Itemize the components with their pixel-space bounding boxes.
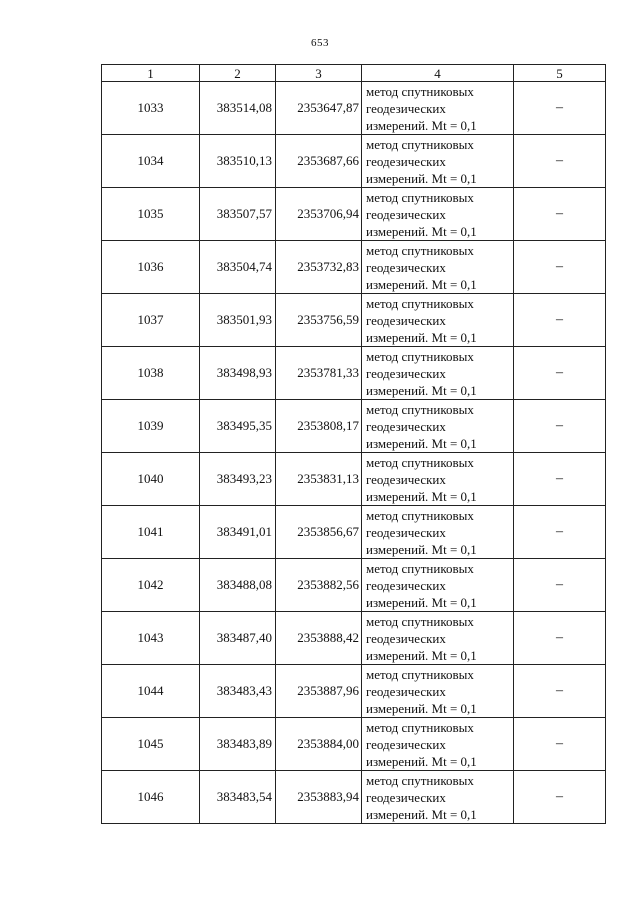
measurement-method (362, 559, 514, 612)
coordinates-table (101, 64, 606, 824)
table-row (102, 506, 606, 559)
coordinate-y: 2353884,00 (276, 718, 362, 771)
measurement-method (362, 612, 514, 665)
table-row (102, 453, 606, 506)
note-dash: – (514, 347, 606, 400)
method-line: измерений. Mt = 0,1 (366, 170, 477, 186)
method-line: измерений. Mt = 0,1 (366, 647, 477, 663)
method-line: геодезических (366, 789, 446, 805)
coordinate-y: 2353732,83 (276, 241, 362, 294)
method-line: геодезических (366, 206, 446, 222)
point-number: 1042 (102, 559, 200, 612)
table-row (102, 559, 606, 612)
note-dash: – (514, 453, 606, 506)
method-line: метод спутниковых (366, 189, 474, 205)
point-number: 1035 (102, 188, 200, 241)
method-line: измерений. Mt = 0,1 (366, 382, 477, 398)
method-line: геодезических (366, 153, 446, 169)
note-dash: – (514, 506, 606, 559)
coordinate-y: 2353856,67 (276, 506, 362, 559)
coordinate-x: 383483,43 (200, 665, 276, 718)
method-line: метод спутниковых (366, 719, 474, 735)
note-dash: – (514, 612, 606, 665)
measurement-method (362, 453, 514, 506)
measurement-method (362, 294, 514, 347)
method-line: метод спутниковых (366, 666, 474, 682)
method-line: метод спутниковых (366, 242, 474, 258)
method-line: геодезических (366, 365, 446, 381)
header-col-5: 5 (514, 65, 606, 82)
coordinate-x: 383514,08 (200, 82, 276, 135)
coordinate-y: 2353706,94 (276, 188, 362, 241)
page-number: 653 (311, 37, 329, 49)
method-line: метод спутниковых (366, 136, 474, 152)
method-line: измерений. Mt = 0,1 (366, 541, 477, 557)
coordinate-y: 2353687,66 (276, 135, 362, 188)
point-number: 1039 (102, 400, 200, 453)
method-line: геодезических (366, 312, 446, 328)
point-number: 1046 (102, 771, 200, 824)
coordinate-y: 2353888,42 (276, 612, 362, 665)
point-number: 1043 (102, 612, 200, 665)
table-row (102, 347, 606, 400)
measurement-method (362, 718, 514, 771)
coordinate-x: 383493,23 (200, 453, 276, 506)
coordinate-x: 383504,74 (200, 241, 276, 294)
coordinate-x: 383510,13 (200, 135, 276, 188)
method-line: геодезических (366, 524, 446, 540)
method-line: метод спутниковых (366, 507, 474, 523)
measurement-method (362, 665, 514, 718)
method-line: геодезических (366, 577, 446, 593)
coordinate-x: 383498,93 (200, 347, 276, 400)
coordinate-y: 2353831,13 (276, 453, 362, 506)
method-line: метод спутниковых (366, 348, 474, 364)
header-col-1: 1 (102, 65, 200, 82)
method-line: геодезических (366, 736, 446, 752)
measurement-method (362, 188, 514, 241)
table-row (102, 188, 606, 241)
note-dash: – (514, 135, 606, 188)
point-number: 1045 (102, 718, 200, 771)
coordinate-y: 2353883,94 (276, 771, 362, 824)
header-col-4: 4 (362, 65, 514, 82)
point-number: 1038 (102, 347, 200, 400)
note-dash: – (514, 241, 606, 294)
method-line: измерений. Mt = 0,1 (366, 700, 477, 716)
method-line: геодезических (366, 471, 446, 487)
method-line: измерений. Mt = 0,1 (366, 276, 477, 292)
note-dash: – (514, 82, 606, 135)
coordinate-y: 2353808,17 (276, 400, 362, 453)
method-line: измерений. Mt = 0,1 (366, 488, 477, 504)
point-number: 1040 (102, 453, 200, 506)
measurement-method (362, 135, 514, 188)
coordinate-x: 383491,01 (200, 506, 276, 559)
table-row (102, 665, 606, 718)
method-line: метод спутниковых (366, 83, 474, 99)
note-dash: – (514, 771, 606, 824)
point-number: 1037 (102, 294, 200, 347)
coordinate-x: 383487,40 (200, 612, 276, 665)
measurement-method (362, 82, 514, 135)
measurement-method (362, 771, 514, 824)
point-number: 1033 (102, 82, 200, 135)
table-body (102, 82, 606, 824)
coordinate-x: 383488,08 (200, 559, 276, 612)
table-row (102, 241, 606, 294)
table-row (102, 612, 606, 665)
point-number: 1041 (102, 506, 200, 559)
note-dash: – (514, 188, 606, 241)
measurement-method (362, 506, 514, 559)
table-row (102, 771, 606, 824)
header-col-3: 3 (276, 65, 362, 82)
method-line: метод спутниковых (366, 613, 474, 629)
coordinate-y: 2353647,87 (276, 82, 362, 135)
point-number: 1036 (102, 241, 200, 294)
method-line: метод спутниковых (366, 772, 474, 788)
point-number: 1034 (102, 135, 200, 188)
measurement-method (362, 400, 514, 453)
method-line: измерений. Mt = 0,1 (366, 329, 477, 345)
table-row (102, 135, 606, 188)
table-row (102, 294, 606, 347)
note-dash: – (514, 294, 606, 347)
method-line: измерений. Mt = 0,1 (366, 806, 477, 822)
method-line: геодезических (366, 100, 446, 116)
method-line: метод спутниковых (366, 454, 474, 470)
method-line: измерений. Mt = 0,1 (366, 223, 477, 239)
table-row (102, 718, 606, 771)
coordinate-x: 383507,57 (200, 188, 276, 241)
coordinate-y: 2353756,59 (276, 294, 362, 347)
method-line: измерений. Mt = 0,1 (366, 594, 477, 610)
coordinate-x: 383483,89 (200, 718, 276, 771)
method-line: измерений. Mt = 0,1 (366, 435, 477, 451)
method-line: измерений. Mt = 0,1 (366, 753, 477, 769)
table-row (102, 82, 606, 135)
table-row (102, 400, 606, 453)
measurement-method (362, 241, 514, 294)
coordinate-x: 383495,35 (200, 400, 276, 453)
point-number: 1044 (102, 665, 200, 718)
method-line: геодезических (366, 259, 446, 275)
method-line: метод спутниковых (366, 295, 474, 311)
table-header (102, 65, 606, 82)
note-dash: – (514, 559, 606, 612)
coordinate-y: 2353887,96 (276, 665, 362, 718)
coordinate-y: 2353781,33 (276, 347, 362, 400)
note-dash: – (514, 400, 606, 453)
coordinate-x: 383483,54 (200, 771, 276, 824)
header-col-2: 2 (200, 65, 276, 82)
method-line: геодезических (366, 630, 446, 646)
method-line: геодезических (366, 683, 446, 699)
coordinate-x: 383501,93 (200, 294, 276, 347)
method-line: метод спутниковых (366, 401, 474, 417)
coordinate-y: 2353882,56 (276, 559, 362, 612)
header-row (102, 65, 606, 82)
method-line: измерений. Mt = 0,1 (366, 117, 477, 133)
method-line: геодезических (366, 418, 446, 434)
measurement-method (362, 347, 514, 400)
method-line: метод спутниковых (366, 560, 474, 576)
note-dash: – (514, 665, 606, 718)
note-dash: – (514, 718, 606, 771)
